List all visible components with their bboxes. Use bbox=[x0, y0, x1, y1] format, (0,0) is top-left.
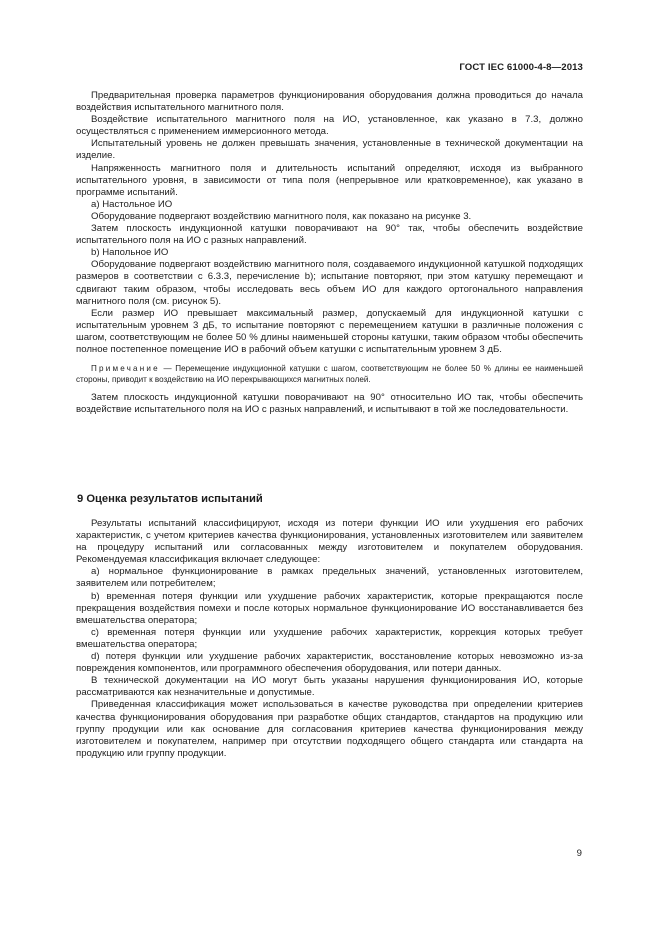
list-item: b) временная потеря функции или ухудшение рабочих характеристик, которые прекращаются после прекращения воздействия помехи и после которых нормальное функционирование ИО восстанавливается без вмешательства оператора; bbox=[76, 590, 583, 626]
paragraph: Оборудование подвергают воздействию магнитного поля, создаваемого индукционной катушкой подходящих размеров в соответствии с 6.3.3, перечисление b); испытание повторяют, при этом катушку перемещают и сдвигают таким образом, чтобы исследовать весь объем ИО для каждого ортогонального направления магнитного поля (см. рисунок 5). bbox=[76, 259, 583, 307]
paragraph: Воздействие испытательного магнитного поля на ИО, установленное, как указано в 7.3, должно осуществляться с применением иммерсионного метода. bbox=[76, 114, 583, 138]
note-dash: — bbox=[159, 364, 176, 374]
paragraph: Испытательный уровень не должен превышать значения, установленные в технической документации на изделие. bbox=[76, 138, 583, 162]
list-item-heading: b) Напольное ИО bbox=[91, 247, 169, 259]
section-title: 9 Оценка результатов испытаний bbox=[77, 493, 263, 505]
paragraph: Оборудование подвергают воздействию магнитного поля, как показано на рисунке 3. bbox=[91, 210, 472, 222]
paragraph: Затем плоскость индукционной катушки поворачивают на 90° так, чтобы обеспечить воздействие испытательного поля на ИО с разных направлений. bbox=[76, 223, 583, 247]
paragraph: Результаты испытаний классифицируют, исходя из потери функции ИО или ухудшения его рабочих характеристик, с учетом критериев качества функционирования, установленных изготовителем или заявителем на процедуру испытаний или согласованных между изготовителем и покупателем оборудования. Рекомендуемая классификация включает следующее: bbox=[76, 518, 583, 566]
list-item-heading: a) Настольное ИО bbox=[91, 198, 173, 210]
body-text-section9 bbox=[76, 518, 583, 760]
note-block bbox=[76, 363, 583, 385]
body-text-top bbox=[76, 90, 583, 416]
paragraph: Если размер ИО превышает максимальный размер, допускаемый для индукционной катушки с испытательным уровнем 3 дБ, то испытание повторяют с перемещением катушки в различные положения с шагом, соответствующим не более 50 % длины наименьшей стороны катушки, таким образом чтобы обеспечить полное постепенное помещение ИО в рабочий объем катушки с испытательным уровнем 3 дБ. bbox=[76, 307, 583, 355]
note-text: Перемещение индукционной катушки с шагом, соответствующим не более 50 % длины ее наименьшей стороны, приводит к воздействию на ИО перекрывающихся магнитных полей. bbox=[76, 364, 584, 385]
paragraph: Напряженность магнитного поля и длительность испытаний определяют, исходя из выбранного испытательного уровня, в зависимости от типа поля (непрерывное или кратковременное), как указано в программе испытаний. bbox=[76, 162, 583, 198]
paragraph: В технической документации на ИО могут быть указаны нарушения функционирования ИО, которые рассматриваются как незначительные и допустимые. bbox=[76, 675, 583, 699]
paragraph: Приведенная классификация может использоваться в качестве руководства при определении критериев качества функционирования оборудования при разработке общих стандартов, стандартов на продукцию или группу продукции или как основание для согласования критериев качества функционирования между изготовителем и покупателем, например при отсутствии подходящего общего стандарта или стандарта на продукцию или группу продукции. bbox=[76, 699, 583, 759]
list-item: c) временная потеря функции или ухудшение рабочих характеристик, коррекция которых требует вмешательства оператора; bbox=[76, 626, 583, 650]
page-number: 9 bbox=[576, 848, 582, 859]
note-label: Примечание bbox=[91, 364, 160, 374]
paragraph: Затем плоскость индукционной катушки поворачивают на 90° относительно ИО так, чтобы обеспечить воздействие испытательного поля на ИО с разных направлений, и испытывают в той же последовательности. bbox=[76, 392, 583, 416]
list-item: a) нормальное функционирование в рамках предельных значений, установленных изготовителем, заявителем или потребителем; bbox=[76, 566, 583, 590]
paragraph: Предварительная проверка параметров функционирования оборудования должна проводиться до начала воздействия испытательного магнитного поля. bbox=[76, 90, 583, 114]
document-id-header: ГОСТ IEC 61000-4-8—2013 bbox=[459, 62, 583, 73]
list-item: d) потеря функции или ухудшение рабочих характеристик, восстановление которых невозможно из-за повреждения компонентов, или программного обеспечения оборудования, или потери данных. bbox=[76, 651, 583, 675]
